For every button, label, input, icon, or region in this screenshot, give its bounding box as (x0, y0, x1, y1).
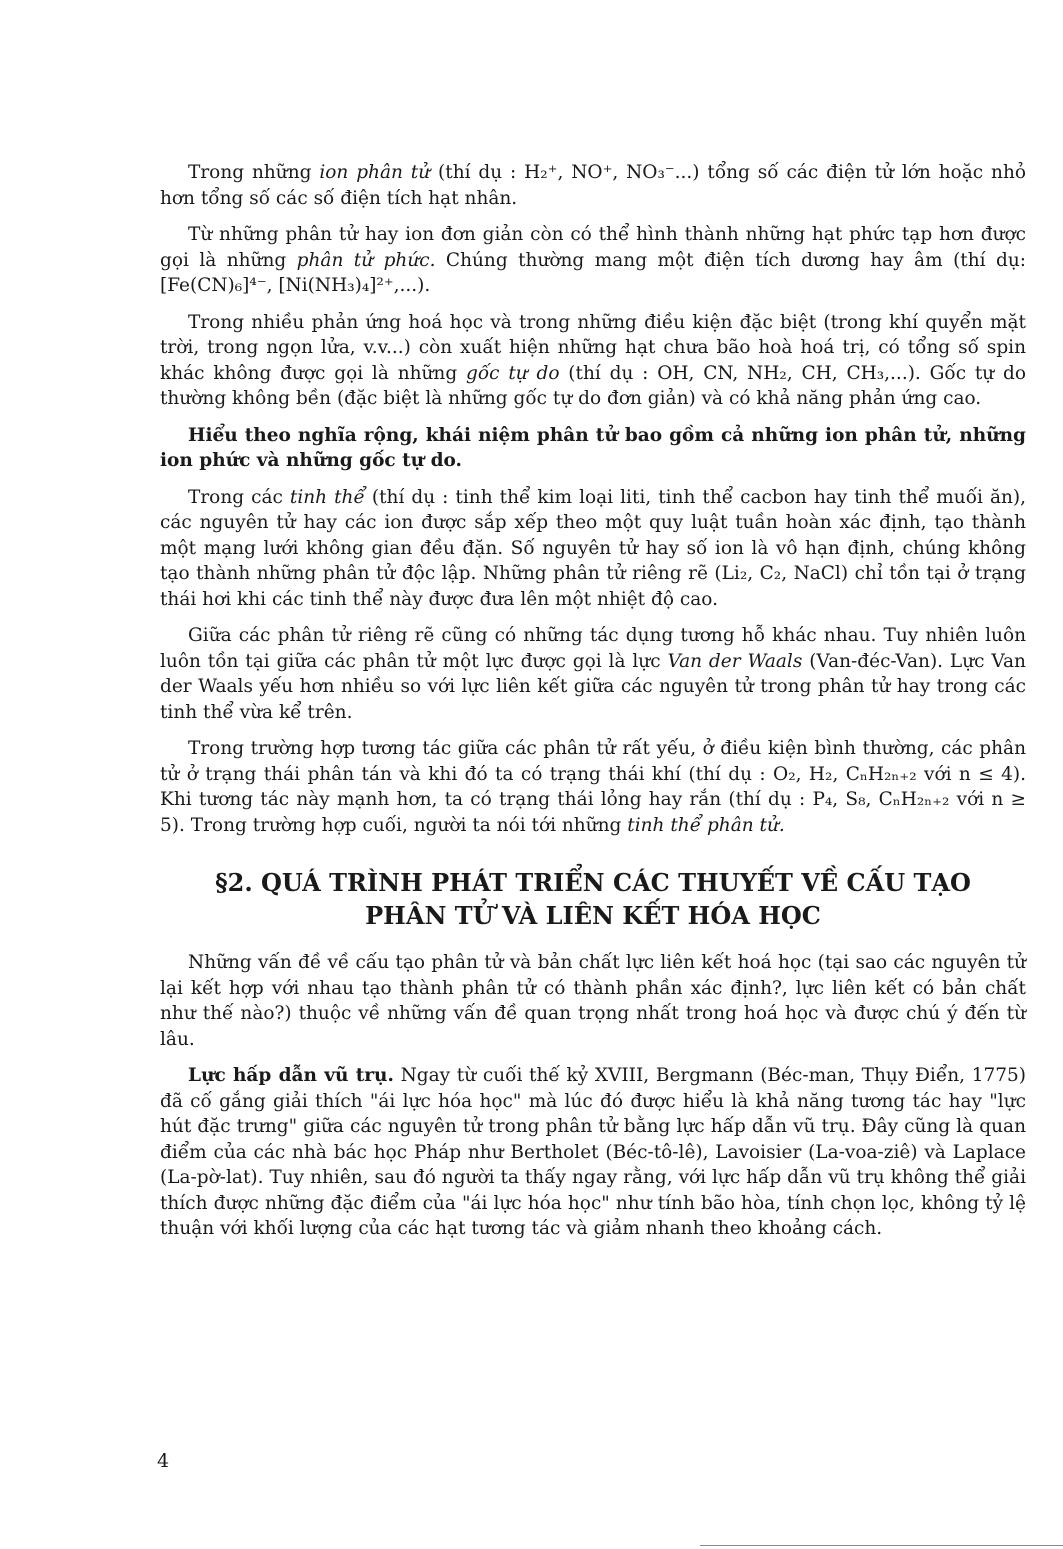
paragraph-van-der-waals: Giữa các phân tử riêng rẽ cũng có những tác dụng tương hỗ khác nhau. Tuy nhiên luôn luôn tồn tại giữa các phân tử một lực được gọi là lực Van der Waals (Van-đéc-Van). Lực Van der Waals yếu hơn nhiều so với lực liên kết giữa các nguyên tử trong phân tử hay trong các tinh thể vừa kể trên. (160, 625, 1026, 723)
paragraph-history-intro: Những vấn đề về cấu tạo phân tử và bản chất lực liên kết hoá học (tại sao các nguyên tử lại kết hợp với nhau tạo thành phân tử có thành phần xác định?, lực liên kết có bản chất như thế nào?) thuộc về những vấn đề quan trọng nhất trong hoá học và được chú ý đến từ lâu. (160, 952, 1026, 1050)
paragraph-ion-molecule: Trong những ion phân tử (thí dụ : H₂⁺, NO⁺, NO₃⁻...) tổng số các điện tử lớn hoặc nhỏ hơn tổng số các số điện tích hạt nhân. (160, 162, 1026, 209)
paragraph-crystal: Trong các tinh thể (thí dụ : tinh thể kim loại liti, tinh thể cacbon hay tinh thể muối ăn), các nguyên tử hay các ion được sắp xếp theo một quy luật tuần hoàn xác định, tạo thành một mạng lưới không gian đều đặn. Số nguyên tử hay số ion là vô hạn định, chúng không tạo thành những phân tử độc lập. Những phân tử riêng rẽ (Li₂, C₂, NaCl) chỉ tồn tại ở trạng thái hơi khi các tinh thể này được đưa lên một nhiệt độ cao. (160, 486, 1027, 610)
paragraph-states: Trong trường hợp tương tác giữa các phân tử rất yếu, ở điều kiện bình thường, các phân tử ở trạng thái phân tán và khi đó ta có trạng thái khí (thí dụ : O₂, H₂, CₙH₂ₙ₊₂ với n ≤ 4). Khi tương tác này mạnh hơn, ta có trạng thái lỏng hay rắn (thí dụ : P₄, S₈, CₙH₂ₙ₊₂ với n ≥ 5). Trong trường hợp cuối, người ta nói tới những tinh thể phân tử. (160, 738, 1026, 836)
term-ion-phan-tu: ion phân tử (319, 162, 431, 183)
paragraph-gravity: Lực hấp dẫn vũ trụ. Ngay từ cuối thế kỷ XVIII, Bergmann (Béc-man, Thụy Điển, 1775) đã cố gắng giải thích "ái lực hóa học" mà lúc đó được hiểu là khả năng tương tác hay "lực hút đặc trưng" giữa các nguyên tử trong phân tử bằng lực hấp dẫn vũ trụ. Đây cũng là quan điểm của các nhà bác học Pháp như Bertholet (Béc-tô-lê), Lavoisier (La-voa-ziê) và Laplace (La-pờ-lat). Tuy nhiên, sau đó người ta thấy ngay rằng, với lực hấp dẫn vũ trụ không thể giải thích được những đặc điểm của "ái lực hóa học" như tính bão hòa, tính chọn lọc, không tỷ lệ thuận với khối lượng của các hạt tương tác và giảm nhanh theo khoảng cách. (160, 1065, 1026, 1239)
paragraph-complex-molecule: Từ những phân tử hay ion đơn giản còn có thể hình thành những hạt phức tạp hơn được gọi là những phân tử phức. Chúng thường mang một điện tích dương hay âm (thí dụ: [Fe(CN)₆]⁴⁻, [Ni(NH₃)₄]²⁺,...). (160, 224, 1026, 296)
paragraph-broad-definition: Hiểu theo nghĩa rộng, khái niệm phân tử bao gồm cả những ion phân tử, những ion phức và những gốc tự do. (160, 424, 1026, 471)
term-phan-tu-phuc: phân tử phức. (296, 249, 436, 271)
term-van-der-waals: Van der Waals (667, 650, 803, 672)
term-tinh-the-phan-tu: tinh thể phân tử. (627, 814, 785, 836)
section-heading: §2. QUÁ TRÌNH PHÁT TRIỂN CÁC THUYẾT VỀ CẤU TẠO PHÂN TỬ VÀ LIÊN KẾT HÓA HỌC (215, 868, 971, 930)
bottom-rule (700, 1545, 1063, 1546)
page-body (160, 160, 1026, 1253)
paragraph-free-radical: Trong nhiều phản ứng hoá học và trong những điều kiện đặc biệt (trong khí quyển mặt trời, trong ngọn lửa, v.v...) còn xuất hiện những hạt chưa bão hoà hoá trị, có tổng số spin khác không được gọi là những gốc tự do (thí dụ : OH, CN, NH₂, CH, CH₃,...). Gốc tự do thường không bền (đặc biệt là những gốc tự do đơn giản) và có khả năng phản ứng cao. (160, 311, 1027, 409)
lead-luc-hap-dan: Lực hấp dẫn vũ trụ. (188, 1065, 394, 1086)
term-tinh-the: tinh thể (289, 486, 365, 508)
page-number: 4 (157, 1450, 170, 1472)
term-goc-tu-do: gốc tự do (466, 362, 560, 384)
